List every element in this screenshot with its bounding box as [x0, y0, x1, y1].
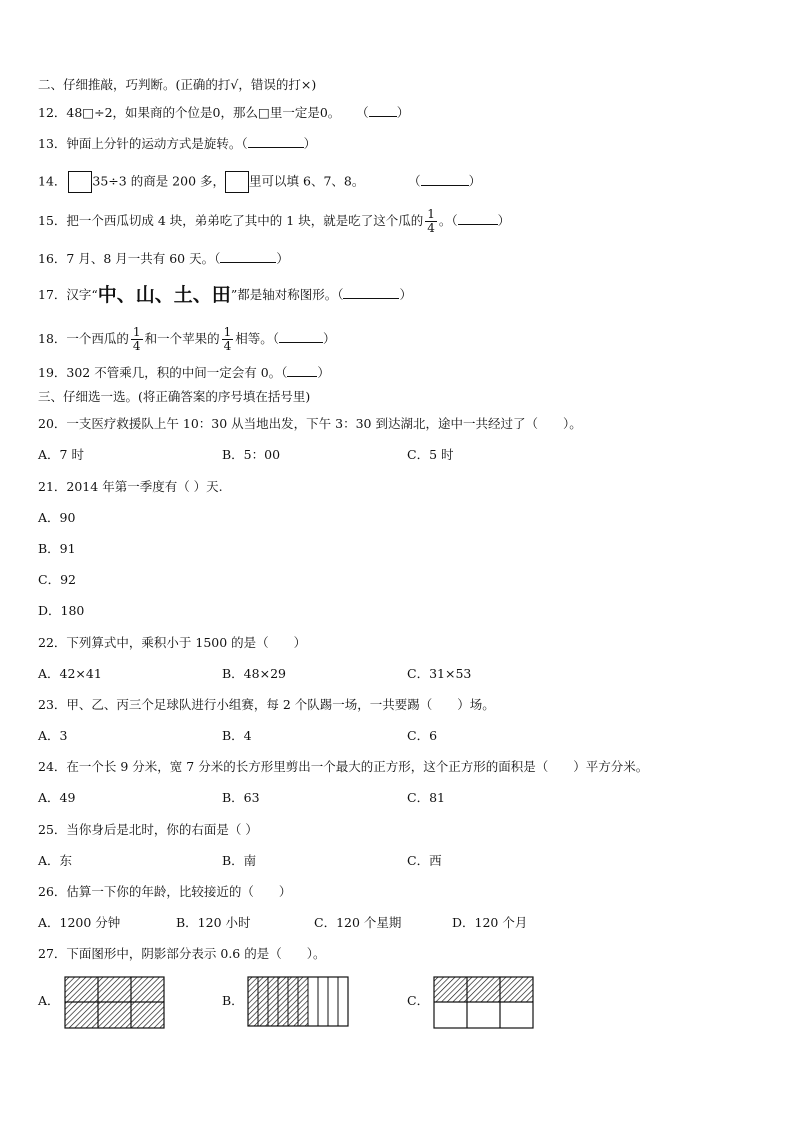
question-number: 14． — [38, 173, 67, 189]
empty-box — [225, 171, 249, 193]
question-text: 把一个西瓜切成 4 块，弟弟吃了其中的 1 块，就是吃了这个瓜的 — [66, 213, 424, 228]
option-c[interactable]: C．92 — [38, 572, 76, 587]
question-number: 15． — [38, 213, 67, 228]
question-15: 15．把一个西瓜切成 4 块，弟弟吃了其中的 1 块，就是吃了这个瓜的 $\frac{1}{4}$ 。（ ） — [38, 207, 511, 235]
answer-blank[interactable] — [248, 135, 304, 148]
section-heading-choice: 三、仔细选一选。(将正确答案的序号填在括号里) — [38, 389, 311, 404]
option-a[interactable]: A．东 — [38, 853, 73, 868]
option-b[interactable]: B．63 — [222, 790, 260, 805]
question-number: 12． — [38, 105, 67, 120]
option-c[interactable]: C．81 — [407, 790, 445, 805]
question-24: 24．在一个长 9 分米，宽 7 分米的长方形里剪出一个最大的正方形，这个正方形的面积是（ ）平方分米。 — [38, 759, 649, 774]
chinese-characters: 中、山、土、田 — [97, 284, 231, 306]
option-c[interactable]: C．5 时 — [407, 447, 454, 462]
question-17: 17．汉字“中、山、土、田”都是轴对称图形。（ ） — [38, 284, 412, 306]
option-b[interactable]: B．南 — [222, 853, 257, 868]
question-number: 18． — [38, 331, 67, 346]
option-a[interactable]: A．90 — [38, 510, 76, 525]
figure-a-grid[interactable] — [64, 976, 166, 1030]
question-23: 23．甲、乙、丙三个足球队进行小组赛，每 2 个队踢一场，一共要踢（ ）场。 — [38, 697, 495, 712]
question-number: 16． — [38, 251, 67, 266]
question-21: 21．2014 年第一季度有（ ）天. — [38, 479, 223, 494]
option-a[interactable]: A．1200 分钟 — [38, 915, 121, 930]
option-c[interactable]: C．120 个星期 — [314, 915, 402, 930]
option-a[interactable]: A．42×41 — [38, 666, 102, 681]
question-number: 17． — [38, 287, 67, 302]
question-text: 7 月、8 月一共有 60 天。（ — [66, 251, 221, 266]
figure-c-grid[interactable] — [433, 976, 535, 1030]
empty-box — [68, 171, 92, 193]
question-12: 12．48□÷2，如果商的个位是0，那么□里一定是0。 （ ） — [38, 105, 410, 120]
question-22: 22．下列算式中，乘积小于 1500 的是（ ） — [38, 635, 307, 650]
fraction: $\frac{1}{4}$ — [427, 207, 435, 235]
option-b[interactable]: B．5：00 — [222, 447, 281, 462]
option-a[interactable]: A． — [38, 993, 60, 1008]
question-text: 48□÷2，如果商的个位是0，那么□里一定是0。 — [66, 105, 341, 120]
answer-blank[interactable] — [287, 364, 317, 377]
option-a[interactable]: A．49 — [38, 790, 76, 805]
question-20: 20．一支医疗救援队上午 10：30 从当地出发，下午 3：30 到达湖北，途中一共经过了（ ）。 — [38, 416, 582, 431]
figure-b-strips[interactable] — [247, 976, 351, 1028]
fraction: $\frac{1}{4}$ — [132, 325, 141, 353]
answer-blank[interactable] — [458, 212, 498, 225]
question-text: 钟面上分针的运动方式是旋转。（ — [66, 136, 248, 151]
question-18: 18．一个西瓜的 $\frac{1}{4}$ 和一个苹果的 $\frac{1}{4}$ 相等。（ ） — [38, 325, 336, 353]
option-a[interactable]: A．7 时 — [38, 447, 84, 462]
answer-blank[interactable] — [220, 250, 276, 263]
question-26: 26．估算一下你的年龄，比较接近的（ ） — [38, 884, 292, 899]
answer-blank[interactable] — [343, 286, 399, 299]
question-text: 302 不管乘几，积的中间一定会有 0。（ — [66, 365, 288, 380]
option-b[interactable]: B．120 小时 — [176, 915, 251, 930]
answer-blank[interactable] — [369, 104, 397, 117]
question-13: 13．钟面上分针的运动方式是旋转。（ ） — [38, 136, 317, 151]
answer-blank[interactable] — [421, 173, 469, 186]
question-text: 35÷3 的商是 200 多， — [92, 173, 226, 189]
option-c[interactable]: C．31×53 — [407, 666, 472, 681]
option-b[interactable]: B．91 — [38, 541, 76, 556]
question-16: 16．7 月、8 月一共有 60 天。（ ） — [38, 251, 289, 266]
option-a[interactable]: A．3 — [38, 728, 68, 743]
option-b[interactable]: B．48×29 — [222, 666, 286, 681]
option-b[interactable]: B．4 — [222, 728, 252, 743]
section-heading-judge: 二、仔细推敲，巧判断。(正确的打√，错误的打×) — [38, 77, 317, 92]
option-c[interactable]: C．6 — [407, 728, 438, 743]
answer-blank[interactable] — [279, 330, 323, 343]
option-d[interactable]: D．120 个月 — [452, 915, 528, 930]
fraction: $\frac{1}{4}$ — [223, 325, 232, 353]
question-27: 27．下面图形中，阴影部分表示 0.6 的是（ ）。 — [38, 946, 326, 961]
question-text: 里可以填 6、7、8。 — [249, 173, 365, 189]
option-c[interactable]: C．西 — [407, 853, 442, 868]
option-b[interactable]: B． — [222, 993, 244, 1008]
question-number: 19． — [38, 365, 67, 380]
question-number: 13． — [38, 136, 67, 151]
question-19: 19．302 不管乘几，积的中间一定会有 0。（ ） — [38, 365, 330, 380]
option-d[interactable]: D．180 — [38, 603, 85, 618]
question-14: 14． 35÷3 的商是 200 多， 里可以填 6、7、8。 （ ） — [38, 171, 481, 193]
question-25: 25．当你身后是北时，你的右面是（ ） — [38, 822, 258, 837]
option-c[interactable]: C． — [407, 993, 430, 1008]
